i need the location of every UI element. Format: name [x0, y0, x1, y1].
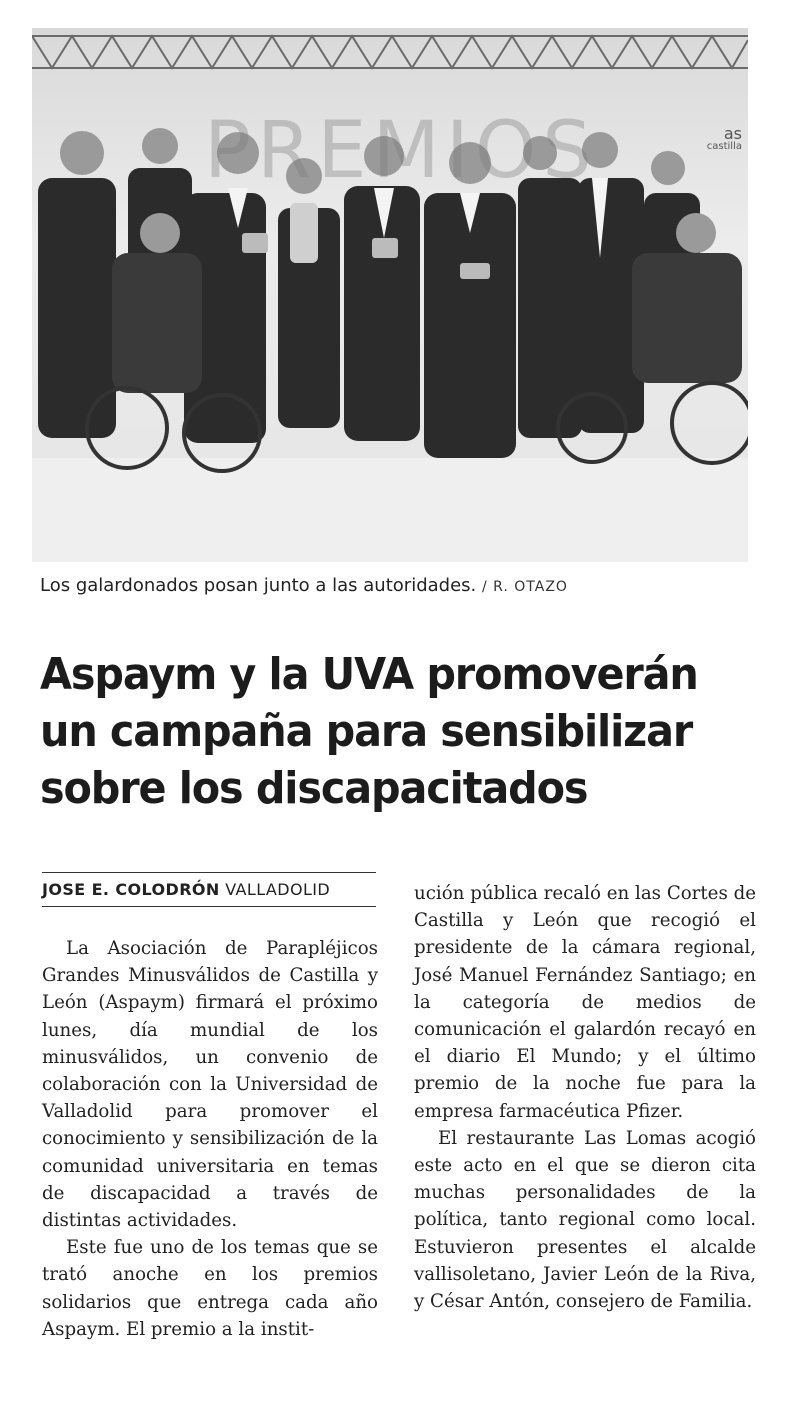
byline-bottom-rule [42, 906, 376, 907]
article-headline [40, 646, 717, 817]
article-column-1 [42, 935, 378, 1343]
paragraph-1: La Asociación de Parapléjicos Grandes Minusválidos de Castilla y León (Aspaym) firmará el próximo lunes, día mundial de los minusválidos, un convenio de colaboración con la Universidad de Valladolid para promover el conocimiento y sensibilización de la comunidad universitaria en temas de discapacidad a través de distintas actividades. [42, 938, 378, 1232]
caption-text: Los galardonados posan junto a las autoridades. [40, 575, 477, 596]
paragraph-2: Este fue uno de los temas que se trató anoche en los premios solidarios que entrega cada año Aspaym. El premio a la instit- [42, 1237, 378, 1340]
photo-caption [40, 575, 760, 596]
paragraph-2-continued: ución pública recaló en las Cortes de Castilla y León que recogió el presidente de la cámara regional, José Manuel Fernández Santiago; en la categoría de medios de comunicación el galardón recayó en el diario El Mundo; y el último premio de la noche fue para la empresa farmacéutica Pfizer. [414, 883, 756, 1122]
paragraph-3: El restaurante Las Lomas acogió este acto en el que se dieron cita muchas personalidades de la política, tanto regional como local. Estuvieron presentes el alcalde vallisoletano, Javier León de la Riva, y César Antón, consejero de Familia. [414, 1127, 756, 1313]
sponsor-logo-subtext: castilla [706, 141, 742, 152]
byline-location: VALLADOLID [225, 880, 331, 899]
article-column-2 [414, 880, 756, 1315]
news-photo [32, 28, 748, 562]
headline-line-2: un campaña para sensibilizar [40, 706, 693, 757]
photo-credit: / R. OTAZO [481, 579, 568, 595]
banner-lettering: PREMIOS [204, 106, 598, 196]
sponsor-logo-text: as [723, 124, 742, 143]
headline-line-3: sobre los discapacitados [40, 763, 588, 814]
byline-top-rule [42, 872, 376, 873]
byline [42, 880, 382, 899]
byline-author: JOSE E. COLODRÓN [42, 880, 220, 899]
headline-line-1: Aspaym y la UVA promoverán [40, 649, 698, 700]
sponsor-logo [707, 124, 742, 152]
